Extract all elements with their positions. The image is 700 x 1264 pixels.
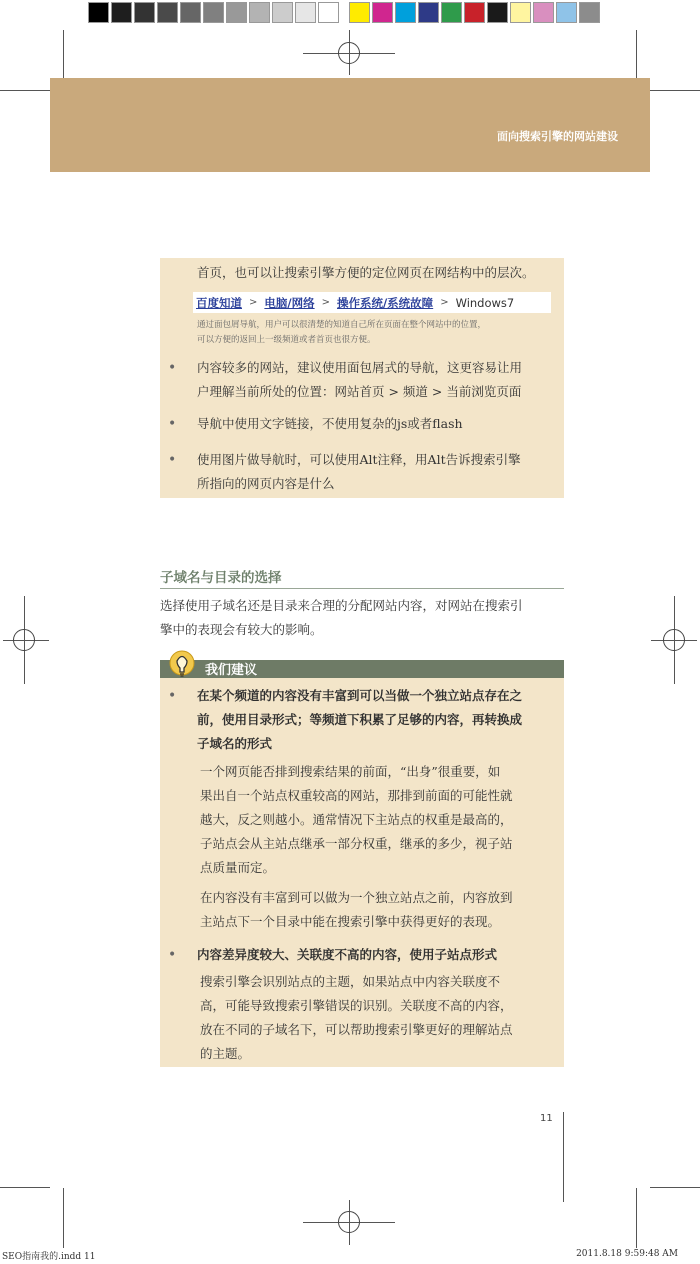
color-calibration-bar — [88, 2, 600, 23]
recommendation-paragraph — [200, 970, 513, 1066]
swatch — [180, 2, 201, 23]
recommendation-heading — [197, 684, 522, 756]
swatch — [203, 2, 224, 23]
recommendation-label: 我们建议 — [205, 663, 258, 678]
swatch — [134, 2, 155, 23]
slug-filename: SEO指南我的.indd 11 — [2, 1252, 96, 1262]
bullet-dot: • — [168, 452, 177, 468]
text-line: 前，使用目录形式；等频道下积累了足够的内容，再转换成 — [197, 712, 523, 727]
breadcrumb-separator: > — [249, 297, 258, 308]
swatch — [349, 2, 370, 23]
swatch — [579, 2, 600, 23]
intro-line: 首页，也可以让搜索引擎方便的定位网页在网结构中的层次。 — [197, 265, 535, 280]
bullet-text — [197, 448, 521, 496]
swatch — [111, 2, 132, 23]
bullet-dot: • — [168, 947, 177, 963]
text-line: 果出自一个站点权重较高的网站，那排到前面的可能性就 — [200, 788, 513, 803]
swatch — [556, 2, 577, 23]
breadcrumb-link[interactable]: 百度知道 — [196, 295, 242, 310]
caption-line: 通过面包屑导航，用户可以很清楚的知道自己所在页面在整个网站中的位置， — [197, 320, 487, 330]
recommendation-heading: 内容差异度较大、关联度不高的内容，使用子站点形式 — [197, 947, 498, 962]
swatch — [441, 2, 462, 23]
crop-mark — [650, 1187, 700, 1188]
crop-mark — [636, 1188, 637, 1248]
swatch — [157, 2, 178, 23]
text-line: 擎中的表现会有较大的影响。 — [160, 622, 323, 637]
text-line: 子站点会从主站点继承一部分权重，继承的多少，视子站 — [200, 836, 513, 851]
text-line: 一个网页能否排到搜索结果的前面，“出身”很重要，如 — [200, 764, 501, 779]
swatch — [88, 2, 109, 23]
bullet-text — [197, 412, 463, 436]
crop-mark — [0, 1187, 50, 1188]
registration-mark — [663, 629, 685, 651]
swatch — [418, 2, 439, 23]
caption-line: 可以方便的返回上一级频道或者首页也很方便。 — [197, 335, 376, 345]
breadcrumb-current: Windows7 — [455, 295, 515, 310]
swatch — [372, 2, 393, 23]
text-line: 主站点下一个目录中能在搜索引擎中获得更好的表现。 — [200, 914, 501, 929]
breadcrumb-link[interactable]: 操作系统/系统故障 — [336, 295, 434, 310]
text-line: 使用图片做导航时，可以使用Alt注释，用Alt告诉搜索引擎 — [197, 452, 521, 467]
breadcrumb-separator: > — [321, 297, 330, 308]
header-band — [50, 78, 650, 172]
section-divider — [160, 588, 564, 589]
bullet-dot: • — [168, 416, 177, 432]
text-line: 搜索引擎会识别站点的主题，如果站点中内容关联度不 — [200, 974, 501, 989]
text-line: 内容较多的网站，建议使用面包屑式的导航，这更容易让用 — [197, 360, 523, 375]
lightbulb-icon — [166, 648, 200, 682]
bullet-dot: • — [168, 360, 177, 376]
text-line: 点质量而定。 — [200, 860, 276, 875]
swatch — [395, 2, 416, 23]
text-line: 在内容没有丰富到可以做为一个独立站点之前，内容放到 — [200, 890, 513, 905]
section-intro — [160, 594, 523, 642]
crop-mark — [63, 1188, 64, 1248]
bullet-dot: • — [168, 688, 177, 704]
recommendation-paragraph — [200, 760, 513, 880]
swatch — [295, 2, 316, 23]
swatch — [249, 2, 270, 23]
registration-mark — [13, 629, 35, 651]
breadcrumb-separator: > — [440, 297, 449, 308]
registration-mark — [338, 42, 360, 64]
text-line: 放在不同的子域名下，可以帮助搜索引擎更好的理解站点 — [200, 1022, 513, 1037]
text-line: 所指向的网页内容是什么 — [197, 476, 335, 491]
slug-timestamp: 2011.8.18 9:59:48 AM — [576, 1249, 678, 1259]
swatch — [510, 2, 531, 23]
text-line: 高，可能导致搜索引擎错误的识别。关联度不高的内容， — [200, 998, 513, 1013]
text-line: 子域名的形式 — [197, 736, 273, 751]
crop-mark — [0, 90, 50, 91]
registration-mark — [338, 1211, 360, 1233]
section-heading: 子域名与目录的选择 — [160, 570, 282, 586]
breadcrumb-link[interactable]: 电脑/网络 — [264, 295, 315, 310]
swatch — [272, 2, 293, 23]
breadcrumb-example — [193, 292, 551, 313]
margin-rule — [563, 1112, 564, 1202]
swatch — [318, 2, 339, 23]
text-line: 在某个频道的内容没有丰富到可以当做一个独立站点存在之 — [197, 688, 523, 703]
recommendation-paragraph — [200, 886, 513, 934]
text-line: 户理解当前所处的位置：网站首页 > 频道 > 当前浏览页面 — [197, 384, 522, 399]
running-header-title: 面向搜索引擎的网站建设 — [497, 130, 618, 143]
text-line: 选择使用子域名还是目录来合理的分配网站内容，对网站在搜索引 — [160, 598, 523, 613]
swatch — [487, 2, 508, 23]
crop-mark — [650, 90, 700, 91]
page-number: 11 — [540, 1113, 553, 1124]
text-line: 的主题。 — [200, 1046, 251, 1061]
breadcrumb-caption — [197, 318, 486, 348]
swatch — [226, 2, 247, 23]
text-line: 越大，反之则越小。通常情况下主站点的权重是最高的， — [200, 812, 513, 827]
text-line: 导航中使用文字链接，不使用复杂的js或者flash — [197, 416, 463, 431]
swatch — [533, 2, 554, 23]
swatch — [464, 2, 485, 23]
bullet-text — [197, 356, 522, 404]
